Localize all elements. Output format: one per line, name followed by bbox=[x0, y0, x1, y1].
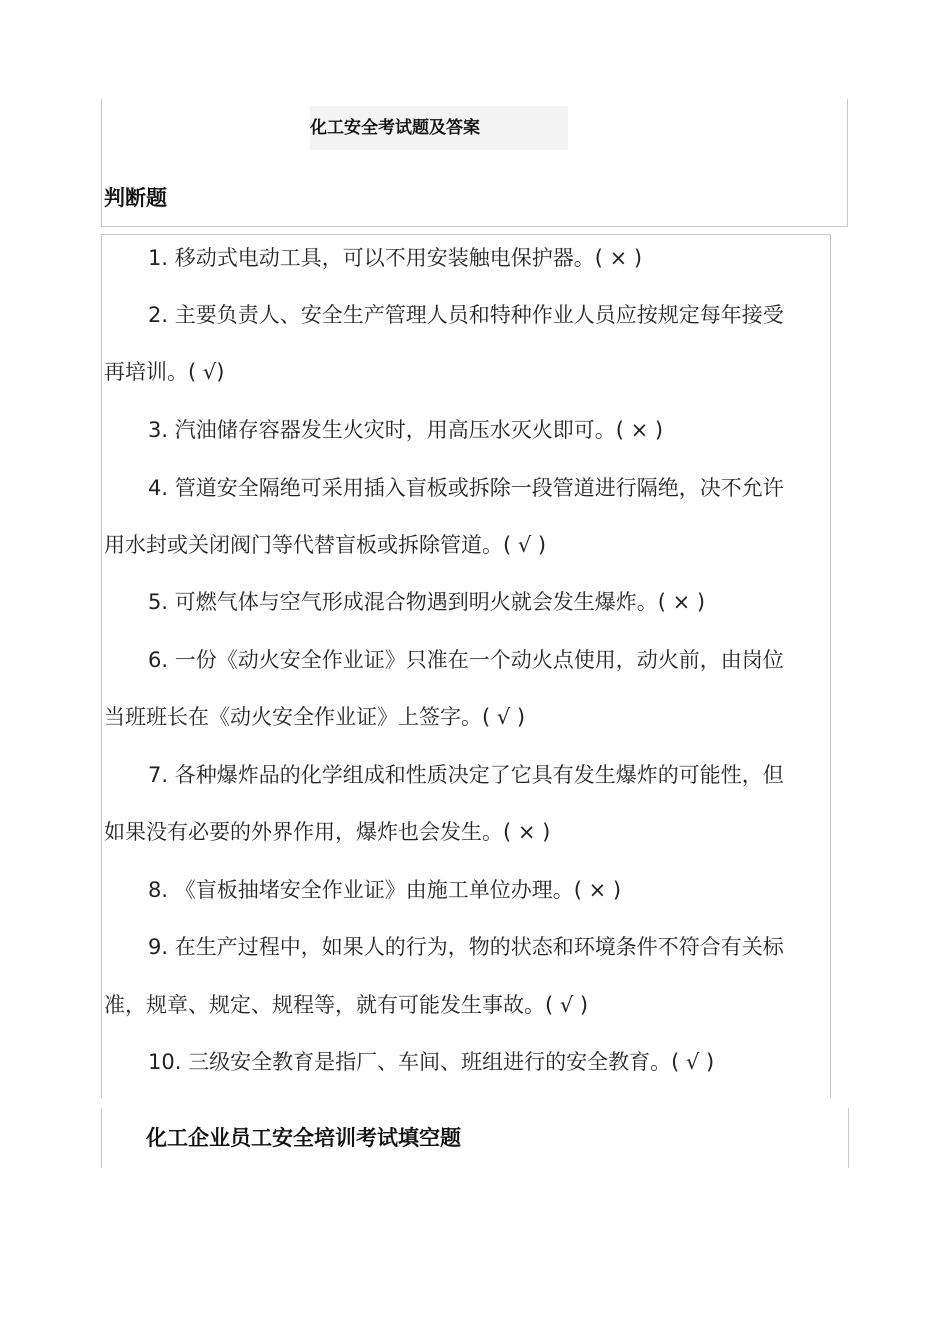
question-line: 7. 各种爆炸品的化学组成和性质决定了它具有发生爆炸的可能性，但 bbox=[148, 763, 784, 787]
question-line: 再培训。( √) bbox=[104, 360, 225, 384]
question-line: 用水封或关闭阀门等代替盲板或拆除管道。( √ ) bbox=[104, 533, 547, 557]
question-line: 当班班长在《动火安全作业证》上签字。( √ ) bbox=[104, 705, 526, 729]
question-line: 如果没有必要的外界作用，爆炸也会发生。( × ) bbox=[104, 820, 551, 844]
question-line: 准，规章、规定、规程等，就有可能发生事故。( √ ) bbox=[104, 993, 589, 1017]
page-title: 化工安全考试题及答案 bbox=[310, 118, 480, 138]
section-heading-fill-in: 化工企业员工安全培训考试填空题 bbox=[146, 1126, 461, 1150]
question-line: 4. 管道安全隔绝可采用插入盲板或拆除一段管道进行隔绝，决不允许 bbox=[148, 476, 784, 500]
question-line: 9. 在生产过程中，如果人的行为，物的状态和环境条件不符合有关标 bbox=[148, 935, 784, 959]
question-line: 6. 一份《动火安全作业证》只准在一个动火点使用，动火前，由岗位 bbox=[148, 648, 784, 672]
question-line: 2. 主要负责人、安全生产管理人员和特种作业人员应按规定每年接受 bbox=[148, 303, 784, 327]
question-line: 8. 《盲板抽堵安全作业证》由施工单位办理。( × ) bbox=[148, 878, 622, 902]
question-line: 1. 移动式电动工具，可以不用安装触电保护器。( × ) bbox=[148, 246, 643, 270]
question-line: 3. 汽油储存容器发生火灾时，用高压水灭火即可。( × ) bbox=[148, 418, 664, 442]
question-line: 10. 三级安全教育是指厂、车间、班组进行的安全教育。( √ ) bbox=[148, 1050, 715, 1074]
question-line: 5. 可燃气体与空气形成混合物遇到明火就会发生爆炸。( × ) bbox=[148, 590, 706, 614]
section-heading-judgement: 判断题 bbox=[104, 186, 167, 210]
